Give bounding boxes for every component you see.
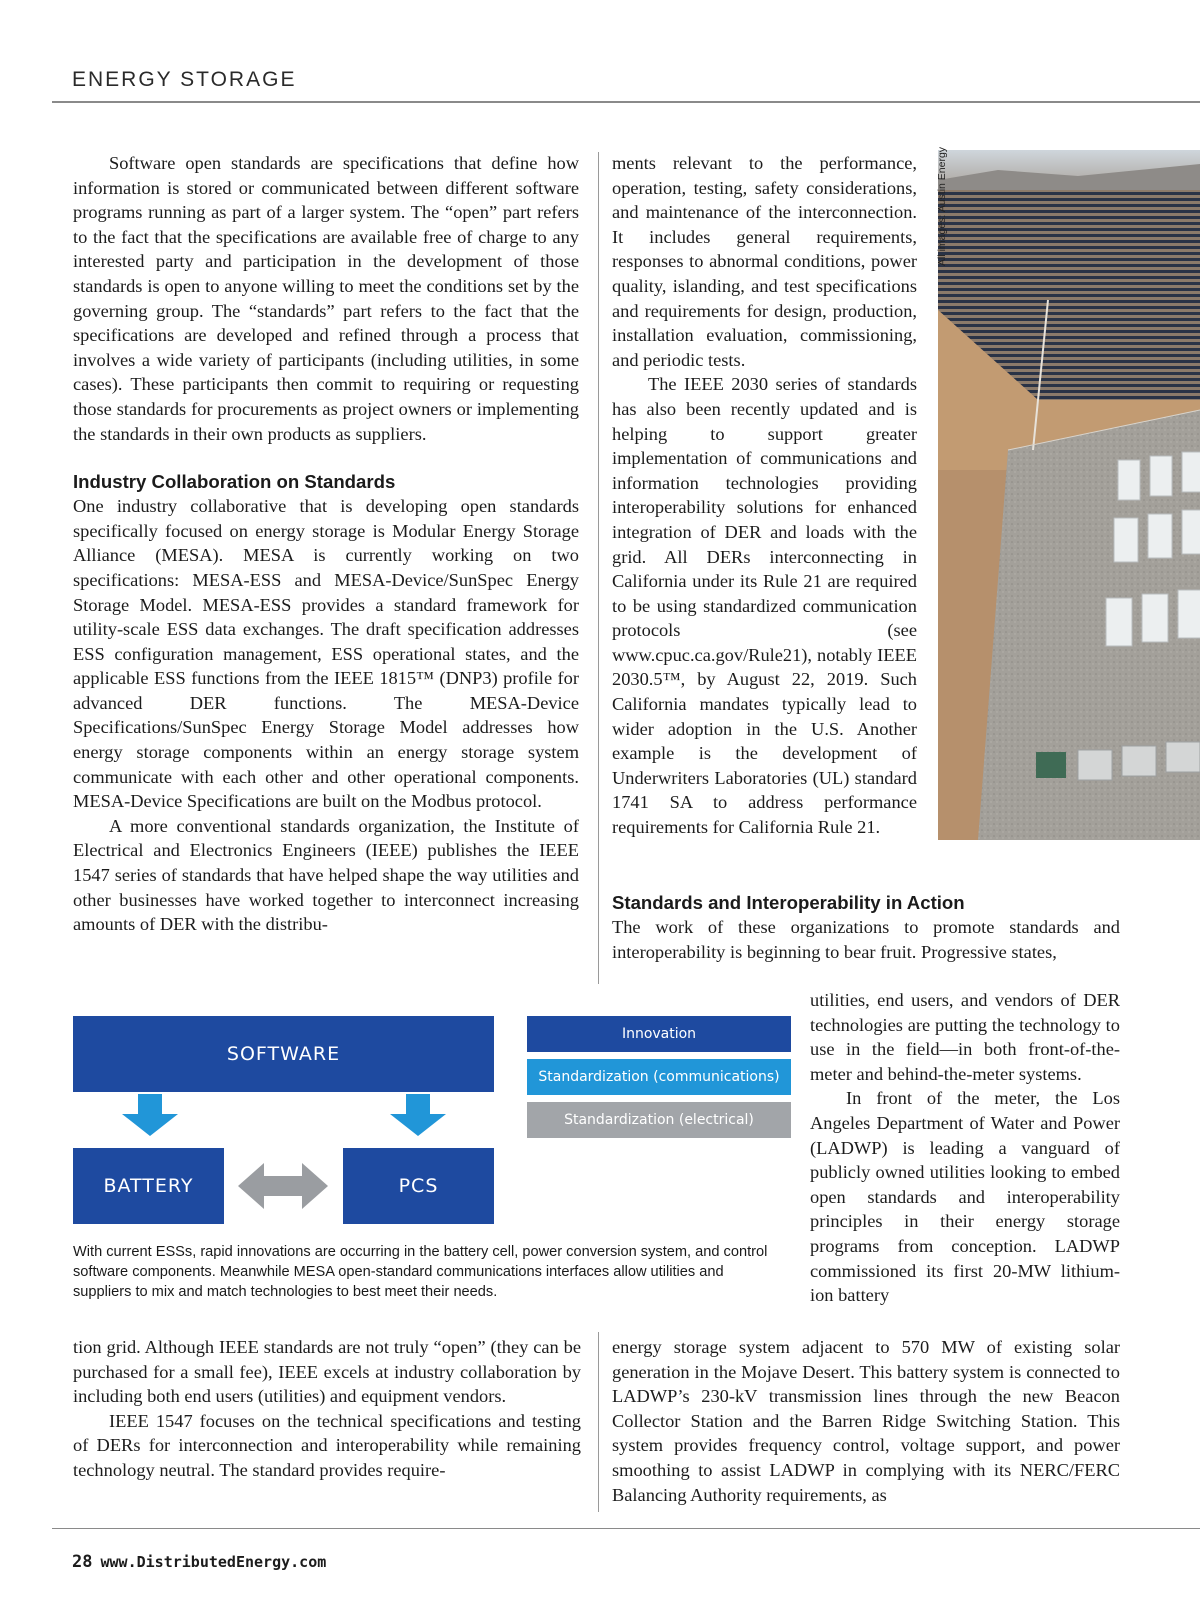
legend-label: Standardization (communications) [538, 1069, 780, 1085]
paragraph: The work of these organizations to promote standards and interoperability is beginning to bear fruit. Progressive states, [612, 917, 1120, 962]
legend-standardization-electrical [527, 1102, 791, 1138]
right-column-heading-block [612, 891, 1120, 964]
legend-label: Innovation [621, 1026, 697, 1042]
legend-label: Standardization (electrical) [564, 1112, 754, 1128]
paragraph: utilities, end users, and vendors of DER technologies are putting the technology to use in the field—in both front-of-the-meter and behind-the-meter systems. [810, 990, 1120, 1084]
left-column-bottom [73, 1335, 581, 1483]
paragraph: ments relevant to the performance, operation, testing, safety considerations, and maintenance of the interconnection. It includes general requirements, responses to abnormal conditions, power quality, islanding, and test specifications and requirements for design, production, installation evaluation, commissioning, and periodic tests. [612, 153, 917, 370]
column-divider-bottom [598, 1332, 599, 1512]
column-divider-top [598, 152, 599, 984]
pcs-box: PCS [343, 1148, 494, 1224]
paragraph: IEEE 1547 focuses on the technical specifications and testing of DERs for interconnection and interoperability while remaining technology neutral. The standard provides require- [73, 1410, 581, 1480]
header-rule [52, 101, 1200, 103]
footer [72, 1552, 326, 1572]
solar-battery-site-image [938, 150, 1200, 840]
aerial-photo [938, 150, 1200, 840]
legend-standardization-communications [527, 1059, 791, 1095]
footer-url[interactable]: www.DistributedEnergy.com [100, 1553, 327, 1571]
figure-caption: With current ESSs, rapid innovations are occurring in the battery cell, power conversion system, and control software components. Meanwhile MESA open-standard communications interfaces allow utilities and suppliers to mix and match technologies to best meet their needs. [73, 1244, 768, 1300]
paragraph: One industry collaborative that is developing open standards specifically focused on energy storage is Modular Energy Storage Alliance (MESA). MESA is currently working on two specifications: MESA-ESS and MESA-Device/SunSpec Energy Storage Model. MESA-ESS provides a standard framework for utility-scale ESS data exchanges. The draft specification addresses ESS configuration management, ESS operational states, and the applicable ESS functions from the IEEE 1815™ (DNP3) profile for advanced DER functions. The MESA-Device Specifications/SunSpec Energy Storage Model addresses how energy storage components within an energy storage system communicate with each other and other operational components. MESA-Device Specifications are built on the Modbus protocol. [73, 496, 579, 812]
down-arrow-icon [120, 1094, 180, 1138]
right-column-top [612, 151, 917, 840]
right-column-bottom [612, 1335, 1120, 1507]
page-number: 28 [72, 1552, 93, 1572]
down-arrow-icon [388, 1094, 448, 1138]
section-label: ENERGY STORAGE [72, 68, 297, 91]
paragraph: The IEEE 2030 series of standards has also been recently updated and is helping to support greater implementation of communications and information technologies providing interoperability solutions for enhanced integration of DER and loads with the grid. All DERs interconnecting in California under its Rule 21 are required to be using standardized communication protocols (see www.cpuc.ca.gov/Rule21), notably IEEE 2030.5™, by August 22, 2019. Such California mandates typically lead to wider adoption in the U.S. Another example is the development of Underwriters Laboratories (UL) standard 1741 SA to address performance requirements for California Rule 21. [612, 374, 917, 838]
paragraph: Software open standards are specifications that define how information is stored or communicated between different software programs running as part of a larger system. The “open” part refers to the fact that the specifications are available free of charge to any interested party and participation in the development of those standards is open to anyone willing to meet the conditions set by the governing group. The “standards” part refers to the fact that the specifications are developed and refined through a process that involves a wide variety of participants (including utilities, in some cases). These participants then commit to requiring or requesting those standards for procurements as project owners or implementing the standards in their own products as suppliers. [73, 153, 579, 444]
software-box: SOFTWARE [73, 1016, 494, 1092]
footer-rule [52, 1528, 1200, 1529]
right-column-wrap-block [810, 988, 1120, 1308]
section-heading: Industry Collaboration on Standards [73, 471, 396, 493]
paragraph: A more conventional standards organization, the Institute of Electrical and Electronics Engineers (IEEE) publishes the IEEE 1547 series of standards that have helped shape the way utilities and other businesses have worked together to interconnect increasing amounts of DER with the distribu- [73, 815, 579, 935]
paragraph: energy storage system adjacent to 570 MW of existing solar generation in the Mojave Desert. This battery system is connected to LADWP’s 230-kV transmission lines through the new Beacon Collector Station and the Barren Ridge Switching Station. This system provides frequency control, voltage support, and power smoothing to assist LADWP in complying with its NERC/FERC Balancing Authority requirements, as [612, 1337, 1120, 1505]
double-arrow-icon [238, 1163, 328, 1209]
paragraph: tion grid. Although IEEE standards are not truly “open” (they can be purchased for a small fee), IEEE excels at industry collaboration by including both end users (utilities) and equipment vendors. [73, 1337, 581, 1407]
paragraph: In front of the meter, the Los Angeles Department of Water and Power (LADWP) is leading a vanguard of publicly owned utilities looking to embed open standards and interoperability principles in their energy storage programs from conception. LADWP commissioned its first 20-MW lithium-ion battery [810, 1088, 1120, 1306]
section-heading: Standards and Interoperability in Action [612, 892, 965, 913]
battery-box: BATTERY [73, 1148, 224, 1224]
photo-credit: All images: Austin Energy [936, 146, 948, 266]
left-column-top [73, 151, 579, 937]
legend-innovation [527, 1016, 791, 1052]
